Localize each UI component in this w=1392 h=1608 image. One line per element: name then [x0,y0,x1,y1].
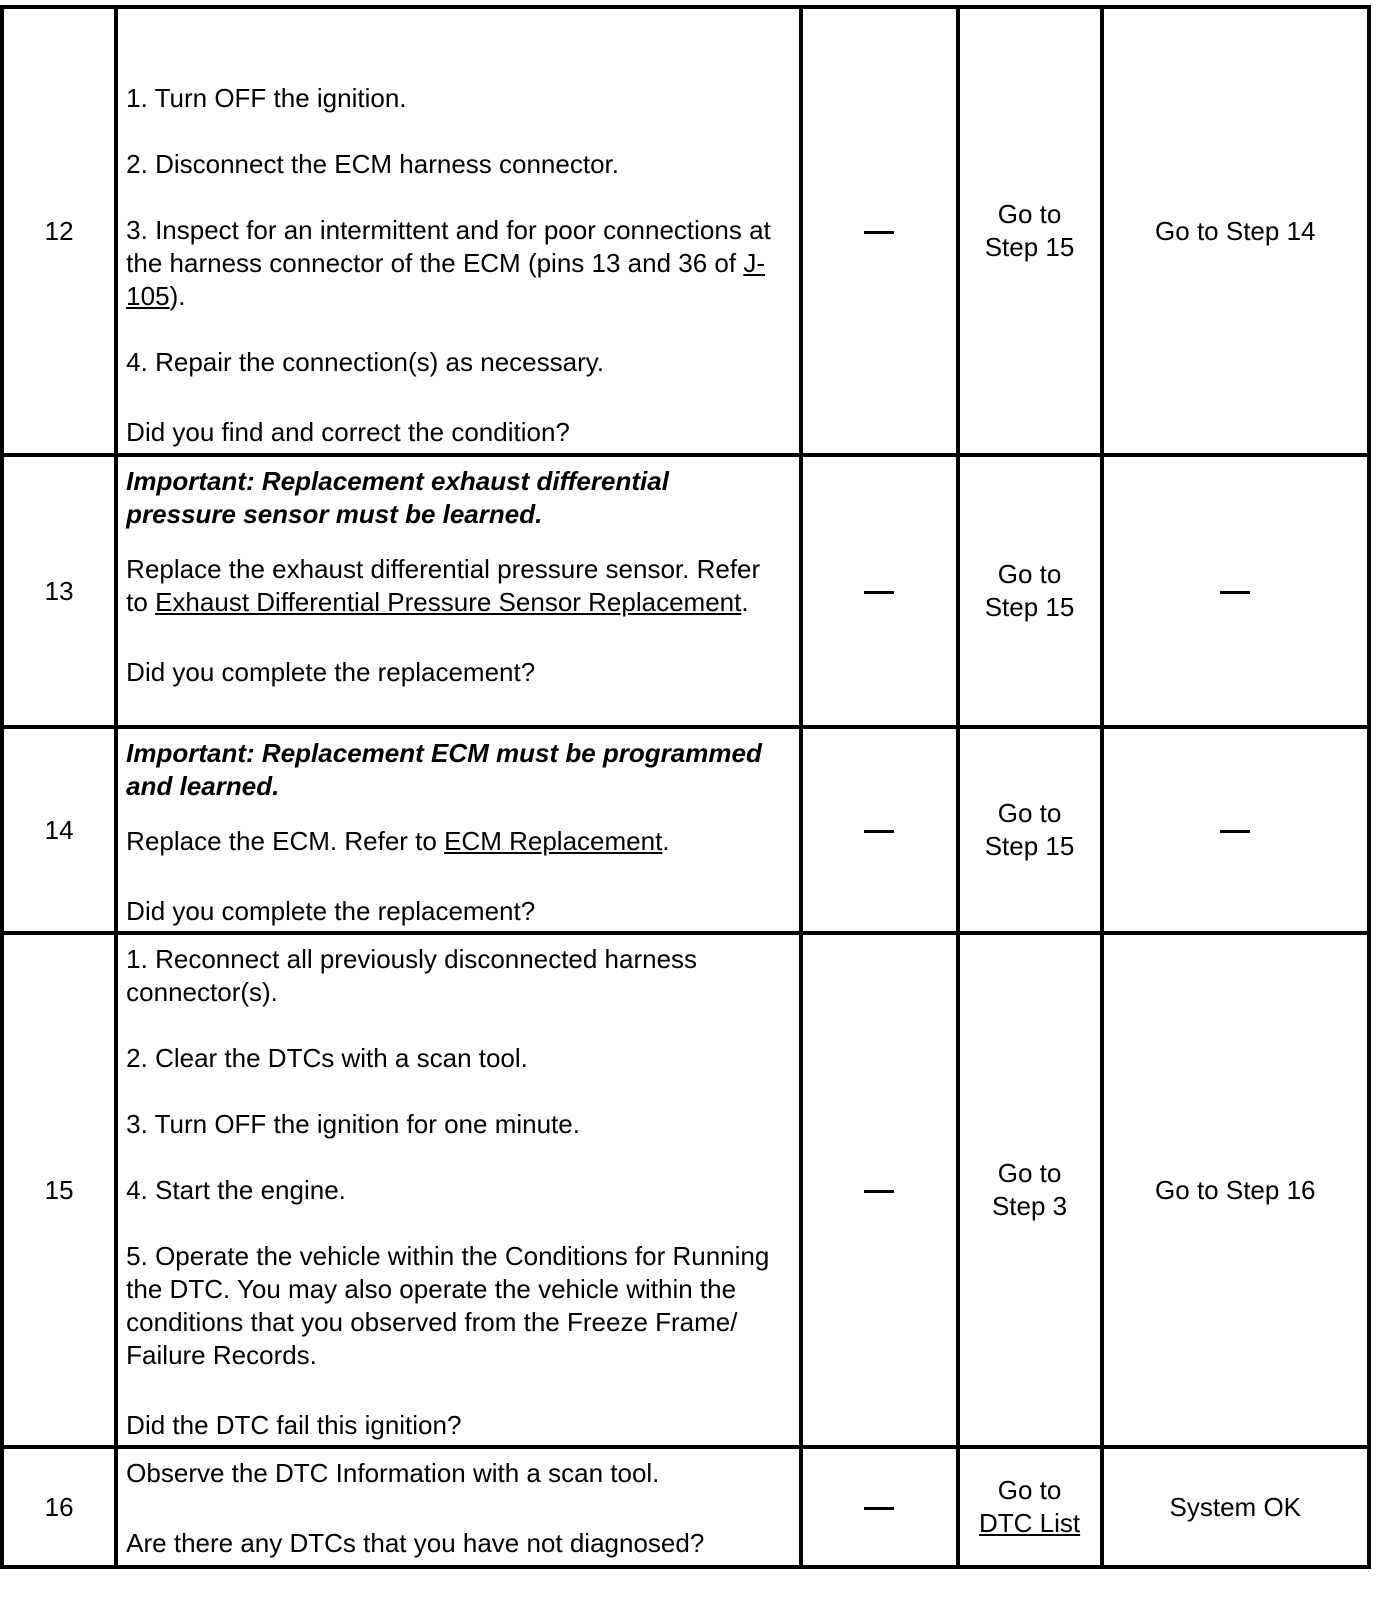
action-cell [116,1447,801,1567]
action-text: 2. Clear the DTCs with a scan tool. [126,1043,528,1073]
question-text: Did you complete the replacement? [126,896,536,926]
empty-value-dash [864,1507,894,1510]
no-cell: Go to Step 16 [1102,933,1369,1447]
no-cell [1102,455,1369,727]
step-number: 16 [2,1447,116,1567]
table-row [2,727,1369,933]
question-text: Did you complete the replacement? [126,657,536,687]
table-row [2,7,1369,455]
empty-value-dash [864,830,894,833]
step-number: 14 [2,727,116,933]
procedure-link[interactable]: ECM Replacement [444,826,663,856]
action-text: 4. Start the engine. [126,1175,346,1205]
action-cell [116,7,801,455]
action-text: 5. Operate the vehicle within the Conditions for Running the DTC. You may also operate the vehicle within the conditions that you observed from the Freeze Frame/ Failure Records. [126,1241,770,1370]
action-text: 1. Turn OFF the ignition. [126,83,407,113]
question-text: Did you find and correct the condition? [126,417,570,447]
diagnostic-table [0,5,1371,1569]
action-text: 3. Turn OFF the ignition for one minute. [126,1109,580,1139]
important-note: Important: Replacement ECM must be programmed and learned. [126,738,762,801]
yes-cell: Go to Step 15 [958,7,1102,455]
no-cell: System OK [1102,1447,1369,1567]
value-cell [801,1447,957,1567]
action-text: 2. Disconnect the ECM harness connector. [126,149,619,179]
tool-link[interactable]: J-105 [126,248,765,311]
action-text: 3. Inspect for an intermittent and for poor connections at the harness connector of the ECM (pins 13 and 36 of J-105). [126,215,771,311]
action-text: Replace the ECM. Refer to ECM Replacement. [126,826,670,856]
action-text: 4. Repair the connection(s) as necessary. [126,347,605,377]
no-cell: Go to Step 14 [1102,7,1369,455]
yes-cell: Go to Step 3 [958,933,1102,1447]
table-row [2,933,1369,1447]
yes-cell: Go to Step 15 [958,727,1102,933]
important-note: Important: Replacement exhaust differential pressure sensor must be learned. [126,466,669,529]
no-cell [1102,727,1369,933]
yes-cell: Go to DTC List [958,1447,1102,1567]
empty-value-dash [864,1190,894,1193]
question-text: Are there any DTCs that you have not diagnosed? [126,1528,705,1558]
action-text: Replace the exhaust differential pressure sensor. Refer to Exhaust Differential Pressure Sensor Replacement. [126,554,761,617]
empty-value-dash [1220,591,1250,594]
step-number: 15 [2,933,116,1447]
table-row [2,1447,1369,1567]
step-number: 13 [2,455,116,727]
value-cell [801,455,957,727]
action-cell [116,455,801,727]
empty-value-dash [864,231,894,234]
empty-value-dash [1220,830,1250,833]
yes-cell: Go to Step 15 [958,455,1102,727]
procedure-link[interactable]: Exhaust Differential Pressure Sensor Replacement [155,587,742,617]
action-text: Observe the DTC Information with a scan tool. [126,1458,660,1488]
question-text: Did the DTC fail this ignition? [126,1410,462,1440]
action-text: 1. Reconnect all previously disconnected harness connector(s). [126,944,698,1007]
table-row [2,455,1369,727]
value-cell [801,7,957,455]
action-cell [116,933,801,1447]
empty-value-dash [864,591,894,594]
step-number: 12 [2,7,116,455]
value-cell [801,933,957,1447]
value-cell [801,727,957,933]
dtc-list-link[interactable]: DTC List [978,1508,1081,1538]
action-cell [116,727,801,933]
